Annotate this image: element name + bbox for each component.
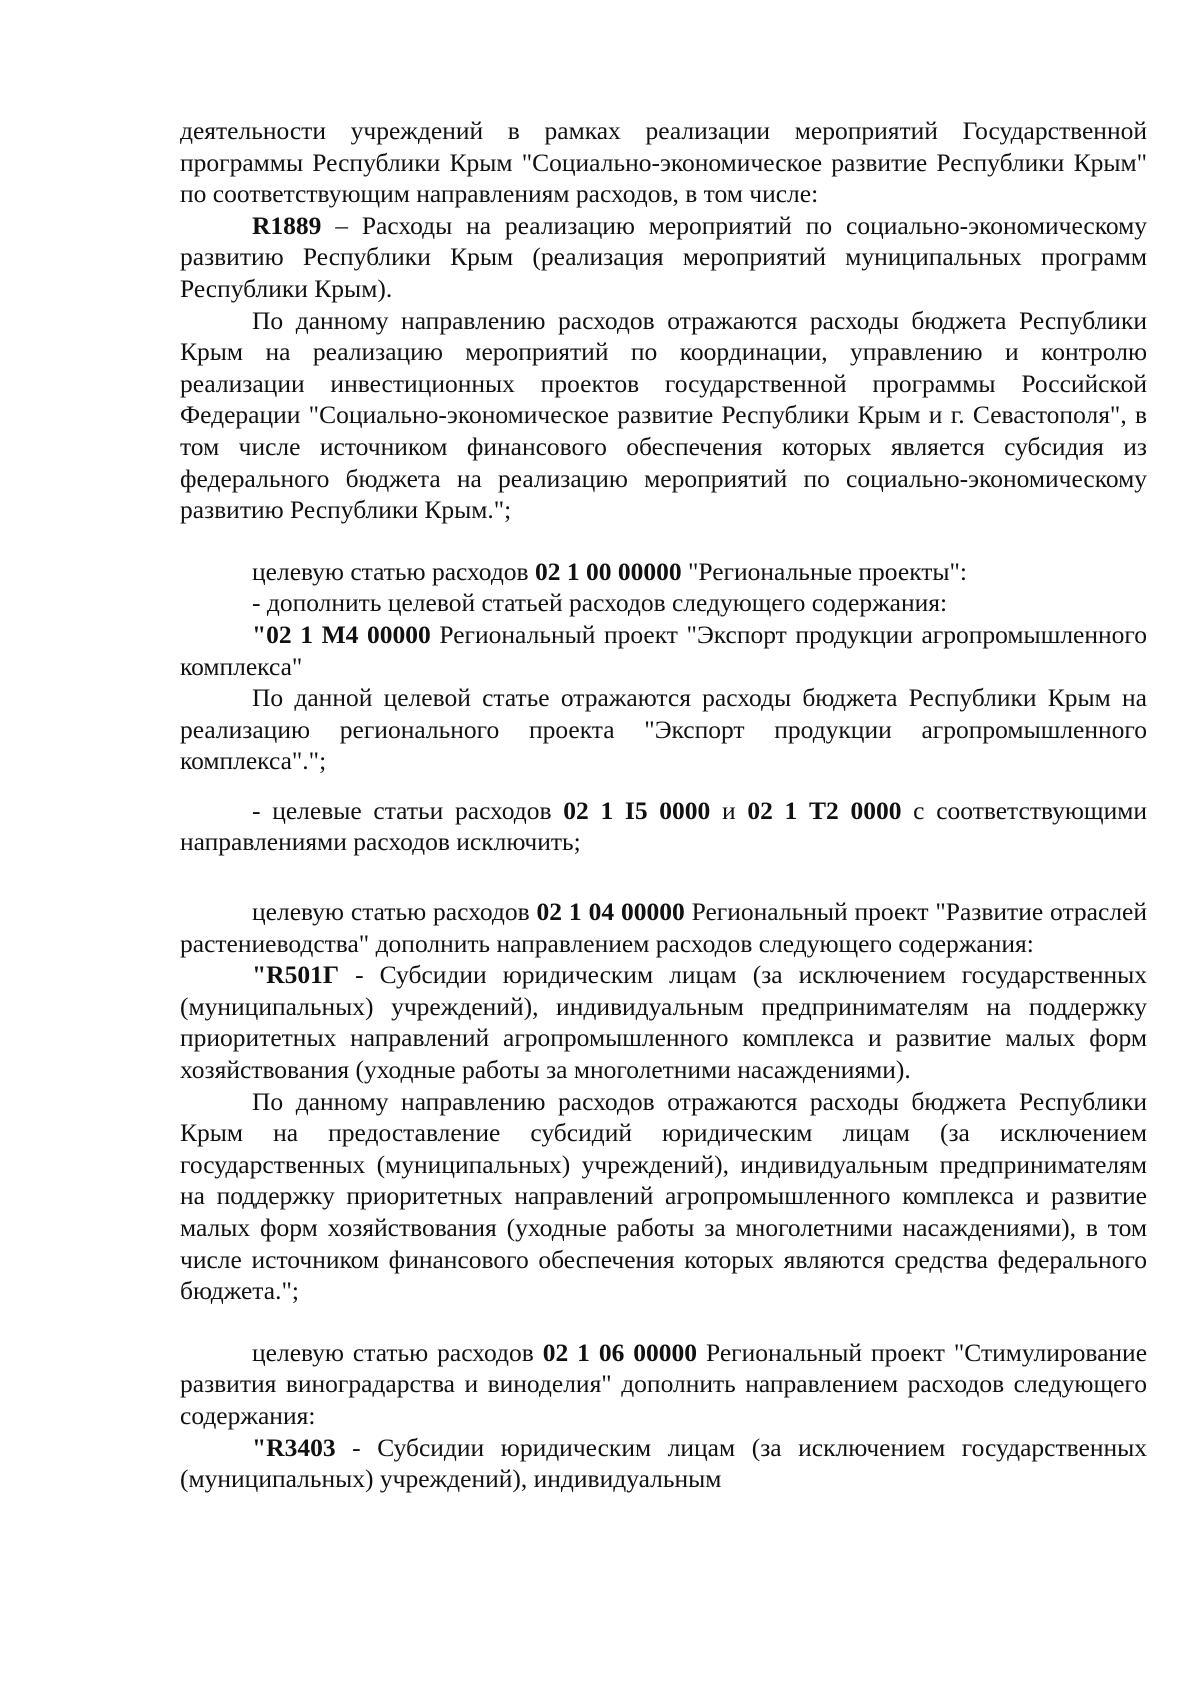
r1889-description: По данному направлению расходов отражаются расходы бюджета Республики Крым на реализацию мероприятий по координации, управлению и контролю реализации инвестиционных проектов государственной программы Российской Федерации "Социально-экономическое развитие Республики Крым и г. Севастополя", в том числе источником финансового обеспечения которых является субсидия из федерального бюджета на реализацию мероприятий по социально-экономическому развитию Республики Крым."; (180, 305, 1147, 525)
add-target-article-instruction: - дополнить целевой статьей расходов следующего содержания: (252, 588, 948, 618)
r501g-description: По данному направлению расходов отражаются расходы бюджета Республики Крым на предоставление субсидий юридическим лицам (за исключением государственных (муниципальных) учреждений), индивидуальным предпринимателям на поддержку приоритетных направлений агропромышленного комплекса и развитие малых форм хозяйствования (уходные работы за многолетними насаждениями), в том числе источником финансового обеспечения которых являются средства федерального бюджета."; (180, 1086, 1147, 1306)
target-article-code: 02 1 04 00000 (536, 897, 685, 927)
target-article-text: Региональный проект "Экспорт продукции агропромышленного комплекса" (180, 619, 1147, 681)
target-article-code: 02 1 00 00000 (534, 556, 682, 586)
exclude-articles-instruction: - целевые статьи расходов 02 1 I5 0000 и 02 1 T2 0000 с соответствующими направлениями расходов исключить; (180, 795, 1147, 857)
expense-code: "R501Г (252, 960, 340, 990)
expense-code: "R3403 (252, 1432, 336, 1462)
target-article-code: 02 1 T2 0000 (747, 795, 902, 825)
section-crop-production: целевую статью расходов 02 1 04 00000 Региональный проект "Развитие отраслей растениеводства" дополнить направлением расходов следующего содержания: (180, 897, 1148, 958)
expense-text: – Расходы на реализацию мероприятий по социально-экономическому развитию Республики Крым (реализация мероприятий муниципальных программ Республики Крым). (180, 210, 1147, 303)
expense-text: - Субсидии юридическим лицам (за исключением государственных (муниципальных) учреждений), индивидуальным предпринимателям на поддержку приоритетных направлений агропромышленного комплекса и развитие малых форм хозяйствования (уходные работы за многолетними насаждениями). (180, 960, 1147, 1085)
expense-direction-r3403 (180, 1432, 1147, 1495)
section-regional-projects: целевую статью расходов 02 1 00 00000 "Региональные проекты": (252, 556, 968, 586)
intro-paragraph: деятельности учреждений в рамках реализации мероприятий Государственной программы Республики Крым "Социально-экономическое развитие Республики Крым" по соответствующим направлениям расходов, в том числе: (180, 116, 1147, 209)
expense-text: - Субсидии юридическим лицам (за исключением государственных (муниципальных) учреждений), индивидуальным (180, 1432, 1147, 1494)
target-article-code: 02 1 06 00000 (542, 1337, 698, 1367)
target-article-code: 02 1 I5 0000 (563, 795, 711, 825)
expense-code: R1889 (252, 210, 322, 240)
section-viticulture: целевую статью расходов 02 1 06 00000 Региональный проект "Стимулирование развития виноградарства и виноделия" дополнить направлением расходов следующего содержания: (180, 1337, 1148, 1430)
document-page (180, 115, 1147, 1495)
expense-direction-r501g (180, 959, 1147, 1085)
target-article-m4 (180, 619, 1147, 682)
expense-direction-r1889 (180, 210, 1147, 305)
target-article-code: "02 1 M4 00000 (252, 619, 431, 649)
m4-description: По данной целевой статье отражаются расходы бюджета Республики Крым на реализацию регионального проекта "Экспорт продукции агропромышленного комплекса"."; (180, 683, 1147, 776)
